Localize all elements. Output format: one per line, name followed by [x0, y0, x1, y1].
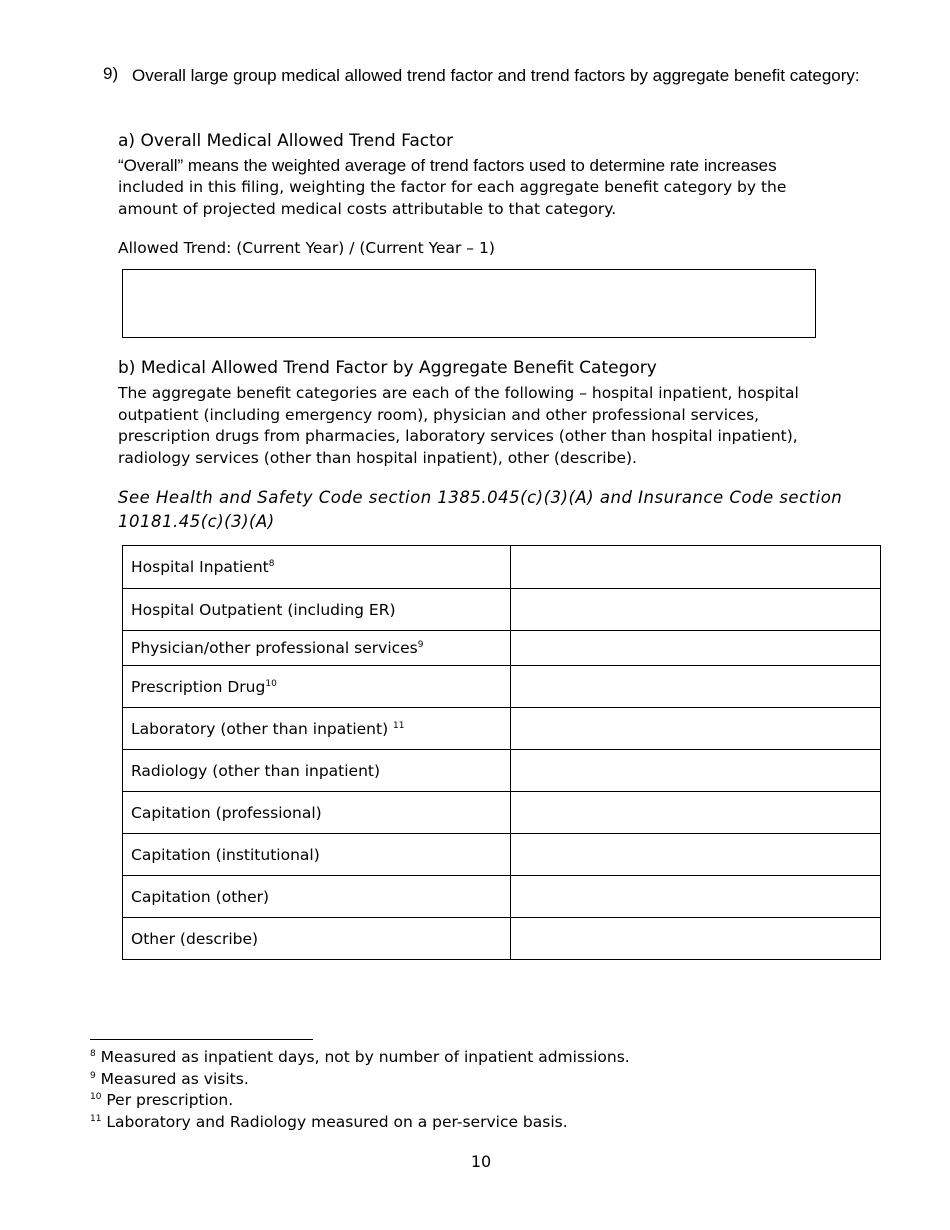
trend-factor-cell[interactable]	[510, 708, 880, 750]
question-number: 9)	[103, 64, 119, 83]
category-label: Hospital Inpatient$^8$	[123, 546, 511, 589]
trend-factor-cell[interactable]	[510, 876, 880, 918]
category-label: Other (describe)	[123, 918, 511, 960]
table-row	[123, 918, 881, 960]
trend-factor-cell[interactable]	[510, 792, 880, 834]
footnote-item: $^9$ Measured as visits.	[90, 1069, 249, 1088]
footnote-item: $^8$ Measured as inpatient days, not by number of inpatient admissions.	[90, 1048, 630, 1066]
question-text: Overall large group medical allowed trend factor and trend factors by aggregate benefit category:	[132, 66, 860, 85]
trend-factor-cell[interactable]	[510, 631, 880, 666]
section-a-definition: “Overall” means the weighted average of trend factors used to determine rate increases	[118, 156, 777, 175]
table-row	[123, 834, 881, 876]
allowed-trend-input[interactable]	[122, 269, 816, 338]
trend-factor-cell[interactable]	[510, 750, 880, 792]
category-label: Prescription Drug$^{10}$	[123, 666, 511, 708]
statute-citation: See Health and Safety Code section 1385.045(c)(3)(A) and Insurance Code section 10181.45(c)(3)(A)	[118, 488, 843, 531]
table-row	[123, 546, 881, 589]
category-label: Capitation (other)	[123, 876, 511, 918]
allowed-trend-label: Allowed Trend: (Current Year) / (Current Year – 1)	[118, 239, 495, 257]
category-label: Physician/other professional services$^9$	[123, 631, 511, 666]
footnote-divider	[90, 1039, 313, 1040]
trend-factor-cell[interactable]	[510, 589, 880, 631]
table-row	[123, 589, 881, 631]
category-label: Radiology (other than inpatient)	[123, 750, 511, 792]
trend-factor-cell[interactable]	[510, 546, 880, 589]
trend-factor-cell[interactable]	[510, 666, 880, 708]
trend-factor-cell[interactable]	[510, 918, 880, 960]
footnotes	[90, 1047, 630, 1133]
table-row	[123, 631, 881, 666]
section-b-description: The aggregate benefit categories are each of the following – hospital inpatient, hospital outpatient (including emergency room), physician and other professional services, prescription drugs from pharmacies, laboratory services (other than hospital inpatient), radiology services (other than hospital inpatient), other (describe).	[118, 384, 799, 467]
trend-factor-cell[interactable]	[510, 834, 880, 876]
footnote-item: $^{11}$ Laboratory and Radiology measured on a per-service basis.	[90, 1112, 568, 1131]
category-label: Capitation (professional)	[123, 792, 511, 834]
table-row	[123, 708, 881, 750]
section-a-heading: a) Overall Medical Allowed Trend Factor	[118, 131, 454, 151]
table-row	[123, 666, 881, 708]
table-row	[123, 876, 881, 918]
section-a-definition-cont: included in this filing, weighting the factor for each aggregate benefit category by the amount of projected medical costs attributable to that category.	[118, 178, 787, 218]
category-label: Capitation (institutional)	[123, 834, 511, 876]
section-b-heading: b) Medical Allowed Trend Factor by Aggregate Benefit Category	[118, 358, 657, 378]
category-label: Hospital Outpatient (including ER)	[123, 589, 511, 631]
table-row	[123, 792, 881, 834]
page-number: 10	[470, 1152, 492, 1171]
footnote-item: $^{10}$ Per prescription.	[90, 1091, 234, 1109]
category-label: Laboratory (other than inpatient) $^{11}$	[123, 708, 511, 750]
table-row	[123, 750, 881, 792]
benefit-category-table	[122, 545, 881, 960]
